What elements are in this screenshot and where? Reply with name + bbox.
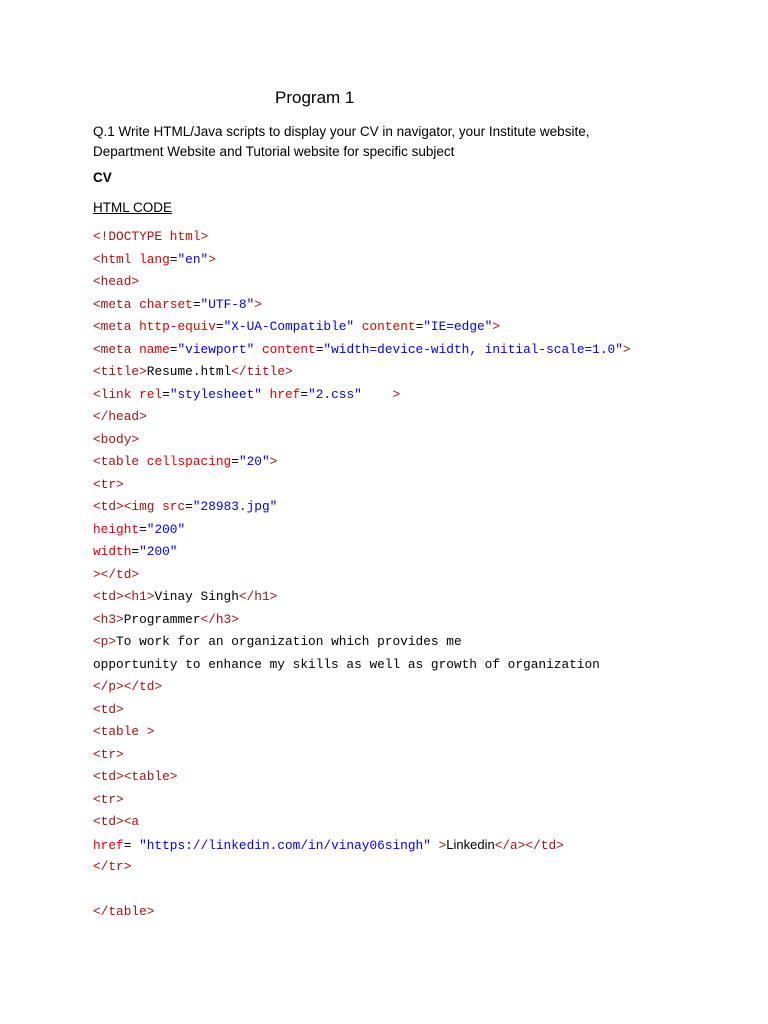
code-segment: =	[169, 251, 178, 267]
code-line	[93, 789, 631, 812]
code-segment: "stylesheet"	[169, 386, 262, 402]
code-segment: >	[269, 454, 278, 469]
page-title: Program 1	[275, 88, 355, 107]
code-segment: <tr>	[93, 746, 124, 762]
code-segment: "viewport"	[177, 341, 255, 357]
code-segment: =	[139, 521, 147, 537]
code-segment: content	[254, 341, 316, 357]
code-segment: <table >	[93, 724, 155, 739]
code-segment: http-equiv	[139, 319, 216, 334]
code-segment: To work for an organization which provides me	[116, 634, 462, 649]
code-segment: "https://linkedin.com/in/vinay06singh"	[139, 837, 431, 853]
code-segment: "en"	[177, 251, 209, 267]
code-segment: "width=device-width, initial-scale=1.0"	[323, 341, 623, 357]
code-segment: </h3>	[200, 611, 239, 627]
code-segment: "28983.jpg"	[192, 499, 278, 514]
code-segment: cellspacing	[146, 454, 232, 469]
code-line	[93, 676, 631, 699]
code-segment: rel	[139, 386, 163, 402]
code-line	[93, 429, 631, 452]
code-segment: </table>	[93, 904, 155, 919]
code-line	[93, 879, 631, 902]
code-segment: =	[162, 386, 170, 402]
code-line	[93, 271, 631, 294]
question-line: Department Website and Tutorial website for specific subject	[93, 143, 455, 159]
code-line	[93, 226, 631, 249]
code-segment: <meta	[93, 319, 140, 334]
code-line	[93, 744, 631, 767]
code-segment: "UTF-8"	[200, 296, 255, 312]
code-line	[93, 564, 631, 587]
code-segment: <td>	[93, 701, 124, 717]
code-segment: href	[261, 386, 301, 402]
code-line	[93, 766, 631, 789]
code-line	[93, 316, 631, 339]
code-segment: html	[169, 229, 201, 244]
code-segment: src	[162, 499, 186, 514]
code-segment: <head>	[93, 274, 140, 289]
code-line	[93, 339, 631, 362]
code-segment: <tr>	[93, 791, 124, 807]
code-segment: =	[415, 319, 424, 334]
code-segment: >	[254, 296, 262, 312]
question-line: Q.1 Write HTML/Java scripts to display your CV in navigator, your Institute website,	[93, 124, 590, 139]
code-line	[93, 586, 631, 609]
code-segment: <html	[93, 251, 140, 267]
code-segment: </title>	[231, 364, 293, 379]
code-segment: Resume.html	[146, 364, 232, 379]
code-segment: charset	[139, 296, 193, 312]
code-segment: <td><table>	[93, 769, 178, 784]
code-line	[93, 294, 631, 317]
code-segment: </p></td>	[93, 679, 163, 694]
code-segment: <p>	[93, 634, 117, 649]
code-segment: <td><a	[93, 814, 140, 829]
code-segment: </a></td>	[494, 837, 564, 853]
code-segment: </head>	[93, 409, 147, 424]
code-segment: content	[354, 319, 416, 334]
code-segment: </h1>	[238, 589, 278, 604]
question-text	[93, 122, 653, 161]
code-segment: =	[185, 499, 193, 514]
code-block	[93, 226, 631, 924]
section-heading-cv: CV	[93, 170, 112, 185]
code-segment: <!DOCTYPE	[93, 229, 170, 244]
code-segment: <td><h1>	[93, 589, 155, 604]
code-segment: >	[208, 251, 216, 267]
code-segment: >	[361, 386, 401, 402]
code-segment: =	[123, 837, 140, 853]
code-segment: Programmer	[123, 611, 201, 627]
code-segment: height	[93, 521, 140, 537]
code-line	[93, 474, 631, 497]
code-segment: "200"	[139, 544, 178, 559]
code-segment: <h3>	[93, 611, 124, 627]
code-segment: >	[200, 229, 209, 244]
code-line	[93, 361, 631, 384]
code-segment: name	[139, 341, 170, 357]
code-line	[93, 451, 631, 474]
code-segment: =	[169, 341, 178, 357]
code-segment: "200"	[146, 521, 186, 537]
code-segment: =	[315, 341, 324, 357]
code-segment: =	[131, 544, 140, 559]
code-segment: >	[622, 341, 631, 357]
code-segment: =	[300, 386, 309, 402]
code-line	[93, 811, 631, 834]
code-segment: "IE=edge"	[423, 319, 493, 334]
code-segment: Vinay Singh	[154, 589, 239, 604]
code-line	[93, 519, 631, 542]
code-segment: <meta	[93, 296, 140, 312]
code-line	[93, 834, 631, 857]
code-segment: =	[192, 296, 201, 312]
code-segment: <title>	[93, 364, 147, 379]
code-line	[93, 406, 631, 429]
code-line	[93, 856, 631, 879]
code-segment: lang	[139, 251, 170, 267]
code-line	[93, 384, 631, 407]
code-segment: href	[93, 837, 124, 853]
code-segment: =	[231, 454, 239, 469]
code-segment: <td><img	[93, 499, 163, 514]
code-line	[93, 496, 631, 519]
code-line	[93, 609, 631, 632]
code-segment: "20"	[238, 454, 270, 469]
code-segment: ></td>	[93, 566, 140, 582]
code-segment: Linkedin	[446, 836, 495, 852]
code-line	[93, 721, 631, 744]
code-line	[93, 631, 631, 654]
code-segment: >	[492, 319, 501, 334]
code-line	[93, 901, 631, 924]
code-segment: "X-UA-Compatible"	[223, 319, 355, 334]
code-segment: "2.css"	[308, 386, 362, 402]
code-segment: =	[215, 319, 224, 334]
code-line	[93, 699, 631, 722]
code-segment: >	[430, 837, 447, 853]
code-segment: <table	[93, 454, 147, 469]
code-segment: <link	[93, 386, 140, 402]
section-heading-html-code: HTML CODE	[93, 200, 173, 215]
code-segment: </tr>	[93, 859, 132, 874]
code-segment: <meta	[93, 341, 140, 357]
code-segment: opportunity to enhance my skills as well as growth of organization	[93, 656, 600, 672]
code-line	[93, 541, 631, 564]
code-segment: <tr>	[93, 476, 124, 492]
code-segment: <body>	[93, 431, 140, 447]
code-segment: width	[93, 544, 132, 559]
code-line	[93, 654, 631, 677]
code-line	[93, 249, 631, 272]
